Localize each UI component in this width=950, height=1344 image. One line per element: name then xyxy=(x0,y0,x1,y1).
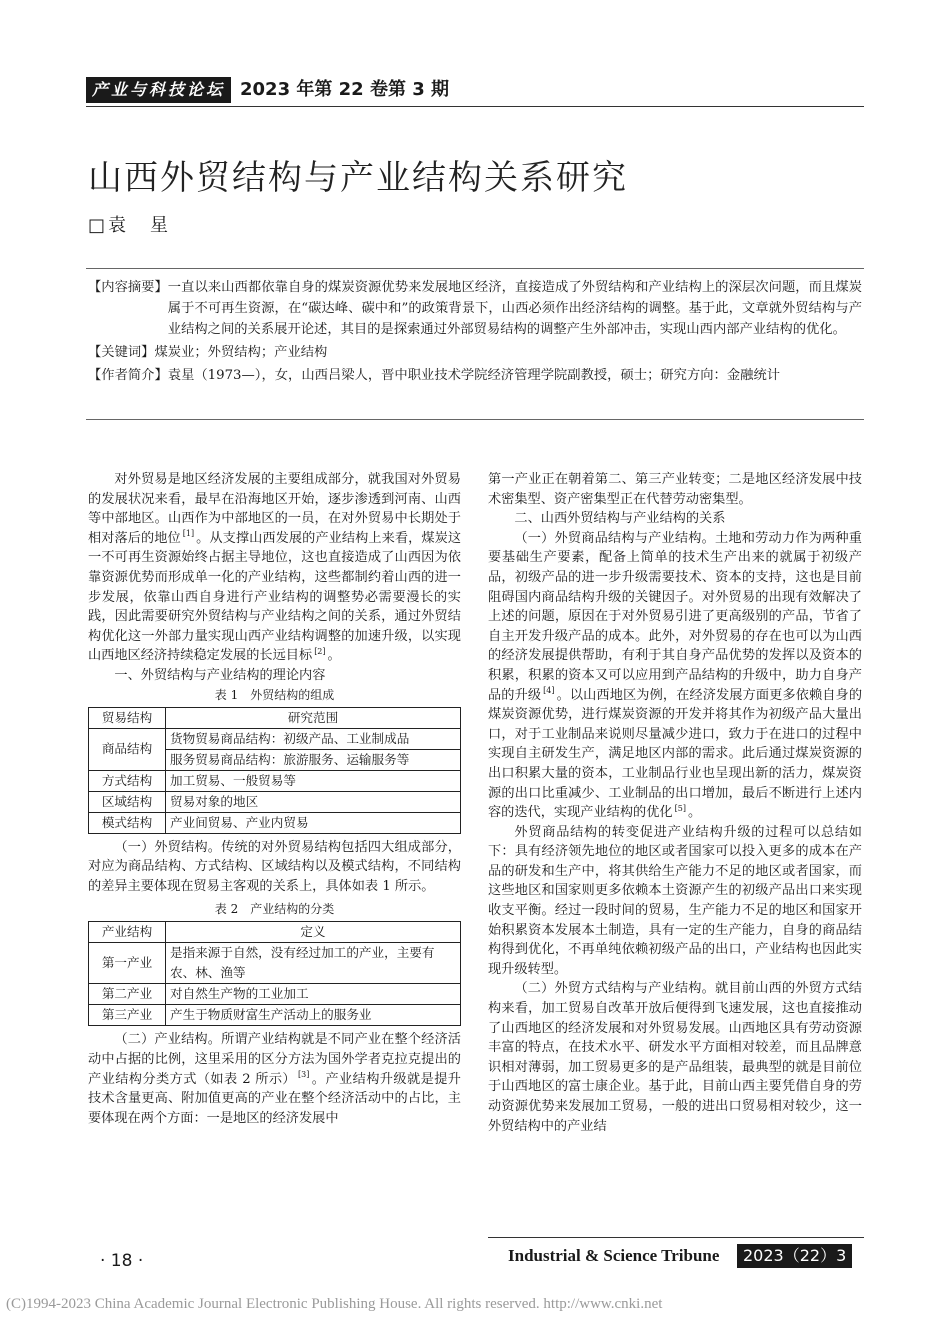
right-p2-text: （一）外贸商品结构与产业结构。土地和劳动力作为两种重要基础生产要素，配备上简单的技术生产出来的就属于初级产品，初级产品的进一步升级需要技术、资本的支持，这也是目前阻碍国内商品结构升级的关键因子。对外贸易的出现有效解决了上述的问题，原因在于对外贸易引进了更高级别的产品，节省了自主开发升级产品的成本。此外，对外贸易的存在也可以为山西的经济发展提供帮助，有利于其自身产品优势的发挥以及资本的积累，积累的资本又可以应用到产品结构的升级中，助力自身产品的升级 xyxy=(488,530,862,703)
footer-journal-en: Industrial & Science Tribune xyxy=(508,1246,720,1265)
right-paragraph-3: 外贸商品结构的转变促进产业结构升级的过程可以总结如下：具有经济领先地位的地区或者国家可以投入更多的成本在产品的研发和生产中，将其供给生产能力不足的地区或者国家，而这些地区和国家则更多依赖本土资源产生的初级产品出口来实现收支平衡。经过一段时间的贸易，生产能力不足的地区和国家开始积累资本发展本土制造，具有一定的生产能力，自身的商品结构得到优化，不再单纯依赖初级产品的出口，产业结构也因此实现升级转型。 xyxy=(488,824,862,977)
keywords-row xyxy=(88,342,862,363)
table1-cell: 货物贸易商品结构：初级产品、工业制成品 xyxy=(166,728,461,749)
left-p3-text: （二）产业结构。所谓产业结构就是不同产业在整个经济活动中占据的比例，这里采用的区分方法为国外学者克拉克提出的产业结构分类方式（如表 2 所示） xyxy=(88,1032,461,1087)
left-column xyxy=(88,470,461,1128)
table2-cell: 产生于物质财富生产活动上的服务业 xyxy=(166,1005,461,1026)
journal-name: 产业与科技论坛 xyxy=(92,80,226,99)
issue-label: 2023 年第 22 卷第 3 期 xyxy=(240,79,450,100)
copyright-line: (C)1994-2023 China Academic Journal Electronic Publishing House. All rights reserved. http://www.cnki.net xyxy=(6,1296,663,1312)
left-paragraph-3 xyxy=(88,1030,461,1128)
meta-top-rule xyxy=(86,268,864,269)
table1-caption: 表 1 外贸结构的组成 xyxy=(214,687,335,702)
section-heading-1: 一、外贸结构与产业结构的理论内容 xyxy=(114,667,326,683)
table1-cell: 方式结构 xyxy=(89,770,166,791)
section-heading-2: 二、山西外贸结构与产业结构的关系 xyxy=(514,511,726,527)
table1-cell: 加工贸易、一般贸易等 xyxy=(166,770,461,791)
footer-issue-box xyxy=(737,1244,852,1268)
table2-cell: 是指来源于自然，没有经过加工的产业，主要有农、林、渔等 xyxy=(166,943,461,984)
footer-rule xyxy=(488,1237,864,1238)
table-row xyxy=(89,1005,461,1026)
table1-cell: 服务贸易商品结构：旅游服务、运输服务等 xyxy=(166,749,461,770)
abstract-text: 一直以来山西都依靠自身的煤炭资源优势来发展地区经济，直接造成了外贸结构和产业结构上的深层次问题，而且煤炭属于不可再生资源，在“碳达峰、碳中和”的政策背景下，山西必须作出经济结构的调整。基于此，文章就外贸结构与产业结构之间的关系展开论述，其目的是探索通过外部贸易结构的调整产生外部冲击，实现山西内部产业结构的优化。 xyxy=(167,280,862,337)
table-row xyxy=(89,791,461,812)
meta-bottom-rule xyxy=(86,419,864,420)
footer-issue: 2023（22）3 xyxy=(743,1246,847,1265)
left-p3b-text: 。产业结构升级就是提升技术含量更高、附加值更高的产业在整个经济活动中的占比，主要体现在两个方面：一是地区的经济发展中 xyxy=(88,1071,461,1126)
article-author: □袁 星 xyxy=(88,215,172,236)
table1-cell: 区域结构 xyxy=(89,791,166,812)
table2-cell: 对自然生产物的工业加工 xyxy=(166,984,461,1005)
page-number: · 18 · xyxy=(100,1251,144,1271)
journal-name-box xyxy=(86,77,231,103)
right-paragraph-2 xyxy=(488,529,862,823)
table1-cell: 商品结构 xyxy=(89,728,166,770)
article-meta xyxy=(88,277,862,386)
table-row xyxy=(89,770,461,791)
table1-header-row xyxy=(89,707,461,728)
table2-cell: 第三产业 xyxy=(89,1005,166,1026)
table-row xyxy=(89,728,461,749)
left-paragraph-1 xyxy=(88,470,461,666)
left-p1-text: 对外贸易是地区经济发展的主要组成部分，就我国对外贸易的发展状况来看，最早在沿海地区开始，逐步渗透到河南、山西等中部地区。山西作为中部地区的一员，在对外贸易中长期处于相对落后的地位 xyxy=(88,472,461,546)
abstract-row xyxy=(88,277,862,340)
right-column xyxy=(488,470,862,1136)
table-2 xyxy=(88,921,461,1026)
right-p2b-text: 。以山西地区为例，在经济发展方面更多依赖自身的煤炭资源优势，进行煤炭资源的开发并将其作为初级产品大量出口，对于工业制品来说则尽量减少进口，致力于在进口的过程中实现自主研发生产，满足地区内部的需求。此后通过煤炭资源的出口积累大量的资本，工业制品行业也呈现出新的活力，煤炭资源的出口比重减少、工业制品的出口增加，最后不断进行上述内容的迭代，实现产业结构的优化 xyxy=(488,687,863,821)
ref-4: [4] xyxy=(543,686,555,696)
table2-header-cell: 产业结构 xyxy=(89,922,166,943)
table1-cell: 模式结构 xyxy=(89,812,166,833)
header-rule xyxy=(86,106,864,107)
abstract-label: 【内容摘要】 xyxy=(88,280,168,295)
keywords-text: 煤炭业；外贸结构；产业结构 xyxy=(154,345,328,360)
right-p2-end: 。 xyxy=(687,805,702,821)
author-info-text: 袁星（1973—），女，山西吕梁人，晋中职业技术学院经济管理学院副教授，硕士；研究方向：金融统计 xyxy=(167,368,781,383)
right-paragraph-1: 第一产业正在朝着第二、第三产业转变；二是地区经济发展中技术密集型、资产密集型正在代替劳动密集型。 xyxy=(488,472,862,507)
table-1 xyxy=(88,707,461,834)
table-row xyxy=(89,984,461,1005)
table-row xyxy=(89,943,461,984)
table1-cell: 贸易对象的地区 xyxy=(166,791,461,812)
table1-header-cell: 研究范围 xyxy=(166,707,461,728)
table2-caption: 表 2 产业结构的分类 xyxy=(214,902,335,917)
right-paragraph-4: （二）外贸方式结构与产业结构。就目前山西的外贸方式结构来看，加工贸易自改革开放后便得到飞速发展，这也直接推动了山西地区的经济发展和对外贸易发展。山西地区具有劳动资源丰富的特点，在技术水平、研发水平方面相对较差，而且品牌意识相对薄弱，加工贸易更多的是产品组装，最典型的就是目前位于山西地区的富士康企业。基于此，目前山西主要凭借自身的劳动资源优势来发展加工贸易，一般的进出口贸易相对较少，这一外贸结构中的产业结 xyxy=(488,981,862,1134)
left-p1b-text: 。从支撑山西发展的产业结构上来看，煤炭这一不可再生资源始终占据主导地位，这也直接造成了山西因为依靠资源优势而形成单一化的产业结构，这些都制约着山西的进一步发展，依靠山西自身进行产业结构的调整势必需要漫长的实践，因此需要研究外贸结构与产业结构之间的关系，通过外贸结构优化这一外部力量实现山西产业结构调整的加速升级，以实现山西地区经济持续稳定发展的长远目标 xyxy=(88,530,462,664)
ref-3: [3] xyxy=(298,1070,310,1080)
left-p1-end: 。 xyxy=(327,648,341,664)
ref-2: [2] xyxy=(314,646,326,656)
table2-header-cell: 定义 xyxy=(166,922,461,943)
table2-cell: 第二产业 xyxy=(89,984,166,1005)
table2-cell: 第一产业 xyxy=(89,943,166,984)
ref-1: [1] xyxy=(182,529,195,539)
author-info-label: 【作者简介】 xyxy=(88,368,168,383)
author-info-row xyxy=(88,365,862,386)
table1-header-cell: 贸易结构 xyxy=(89,707,166,728)
left-paragraph-2: （一）外贸结构。传统的对外贸易结构包括四大组成部分，对应为商品结构、方式结构、区域结构以及模式结构，不同结构的差异主要体现在贸易主客观的关系上，具体如表 1 所示。 xyxy=(88,839,461,894)
keywords-label: 【关键词】 xyxy=(88,345,155,360)
table-row xyxy=(89,812,461,833)
article-title: 山西外贸结构与产业结构关系研究 xyxy=(88,158,628,198)
table2-header-row xyxy=(89,922,461,943)
ref-5: [5] xyxy=(674,803,686,813)
table1-cell: 产业间贸易、产业内贸易 xyxy=(166,812,461,833)
